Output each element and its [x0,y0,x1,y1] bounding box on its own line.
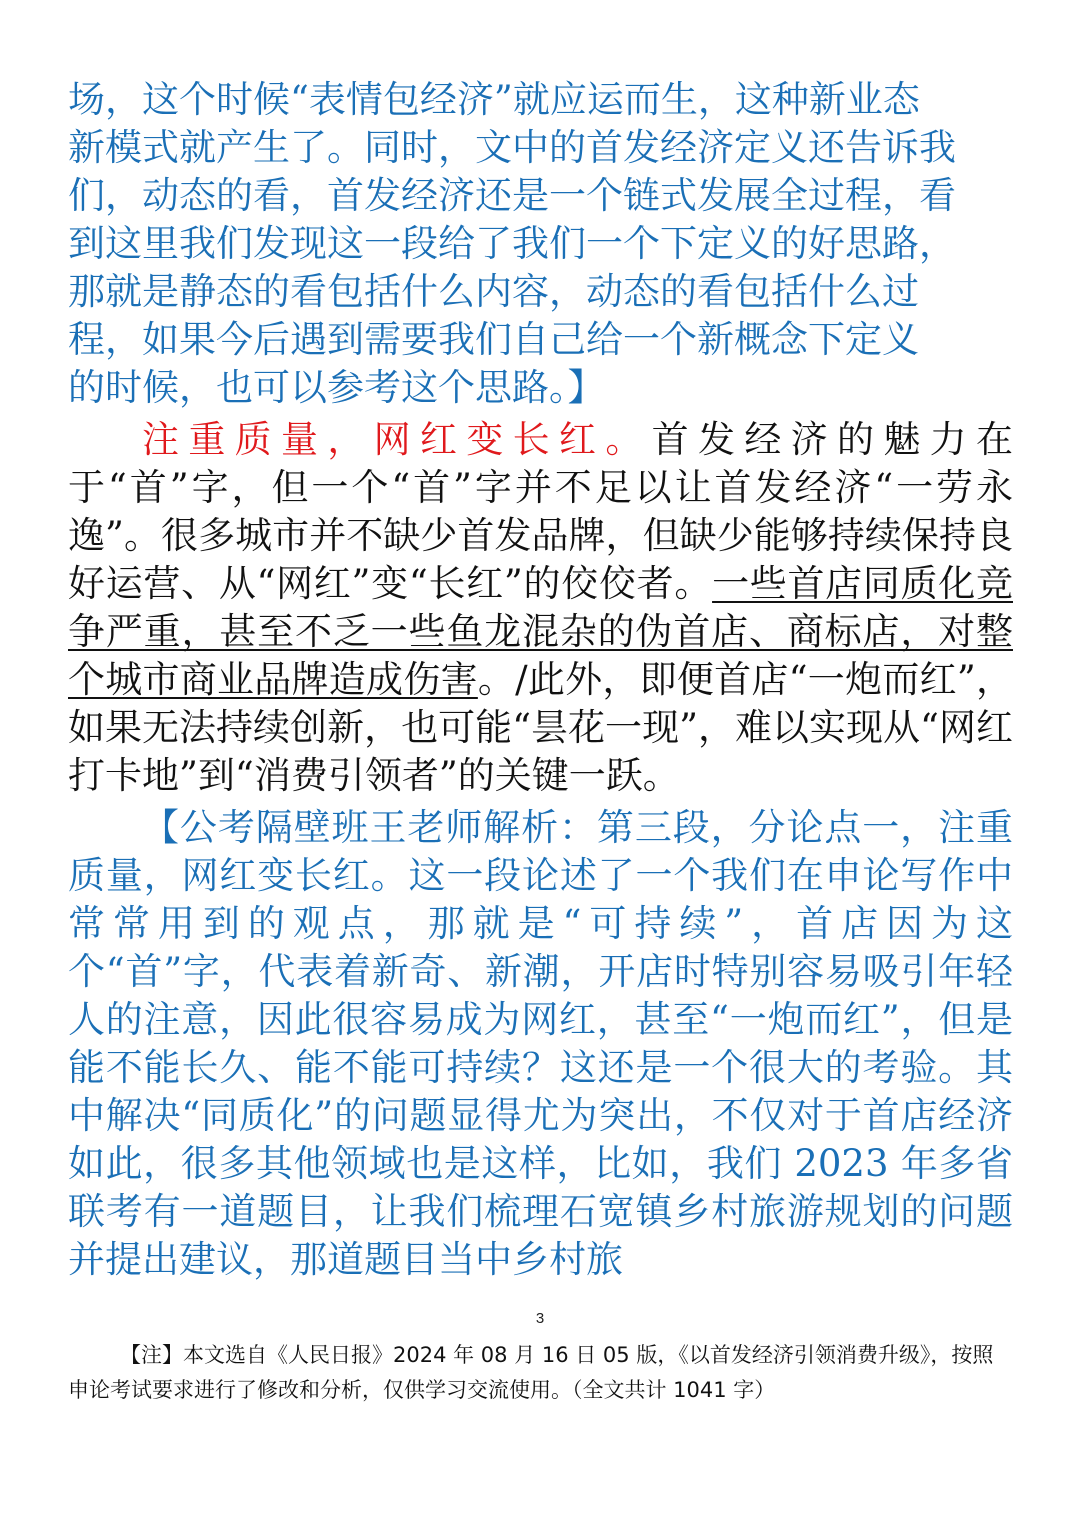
text-line: 那就是静态的看包括什么内容，动态的看包括什么过 [68,270,919,313]
paragraph-lead: 首发经济的魅力在于“首”字，但一个“首”字并不足以让首发经济“一劳永逸”。很多城市并不缺少首发品牌，但缺少能够持续保持良好运营、从“网红”变“长红”的佼佼者。 [68,418,1014,605]
text-line: 场，这个时候“表情包经济”就应运而生，这种新业态 [68,78,920,121]
underlined-sentence: 一些首店同质化竞争严重，甚至不乏一些鱼龙混杂的伪首店、商标店，对整个城市商业品牌造成伤害 [68,562,1013,701]
article-paragraph [68,416,1013,800]
page-number: 3 [535,1310,545,1327]
article-body [68,76,1013,1284]
text-line: 到这里我们发现这一段给了我们一个下定义的好思路， [68,222,956,265]
text-line: 们，动态的看，首发经济还是一个链式发展全过程，看 [68,174,956,217]
paragraph-tail: 。/此外，即便首店“一炮而红”，如果无法持续创新，也可能“昙花一现”，难以实现从“网红打卡地”到“消费引领者”的关键一跃。 [68,658,1014,797]
section-heading: 注重质量，网红变长红。 [142,418,652,461]
text-line: 新模式就产生了。同时，文中的首发经济定义还告诉我 [68,126,956,169]
footnote: 【注】本文选自《人民日报》2024 年 08 月 16 日 05 版，《以首发经济引领消费升级》，按照申论考试要求进行了修改和分析，仅供学习交流使用。（全文共计 1041 字） [68,1343,994,1402]
text-line: 程，如果今后遇到需要我们自己给一个新概念下定义 [68,318,919,361]
analysis-paragraph: 【公考隔壁班王老师解析：第三段，分论点一，注重质量，网红变长红。这一段论述了一个我们在申论写作中常常用到的观点，那就是“可持续”，首店因为这个“首”字，代表着新奇、新潮，开店时特别容易吸引年轻人的注意，因此很容易成为网红，甚至“一炮而红”，但是能不能长久、能不能可持续？这还是一个很大的考验。其中解决“同质化”的问题显得尤为突出，不仅对于首店经济如此，很多其他领域也是这样，比如，我们 2023 年多省联考有一道题目，让我们梳理石宽镇乡村旅游规划的问题并提出建议，那道题目当中乡村旅 [68,806,1013,1281]
analysis-continuation [68,76,1013,412]
text-line: 的时候，也可以参考这个思路。】 [68,366,605,409]
